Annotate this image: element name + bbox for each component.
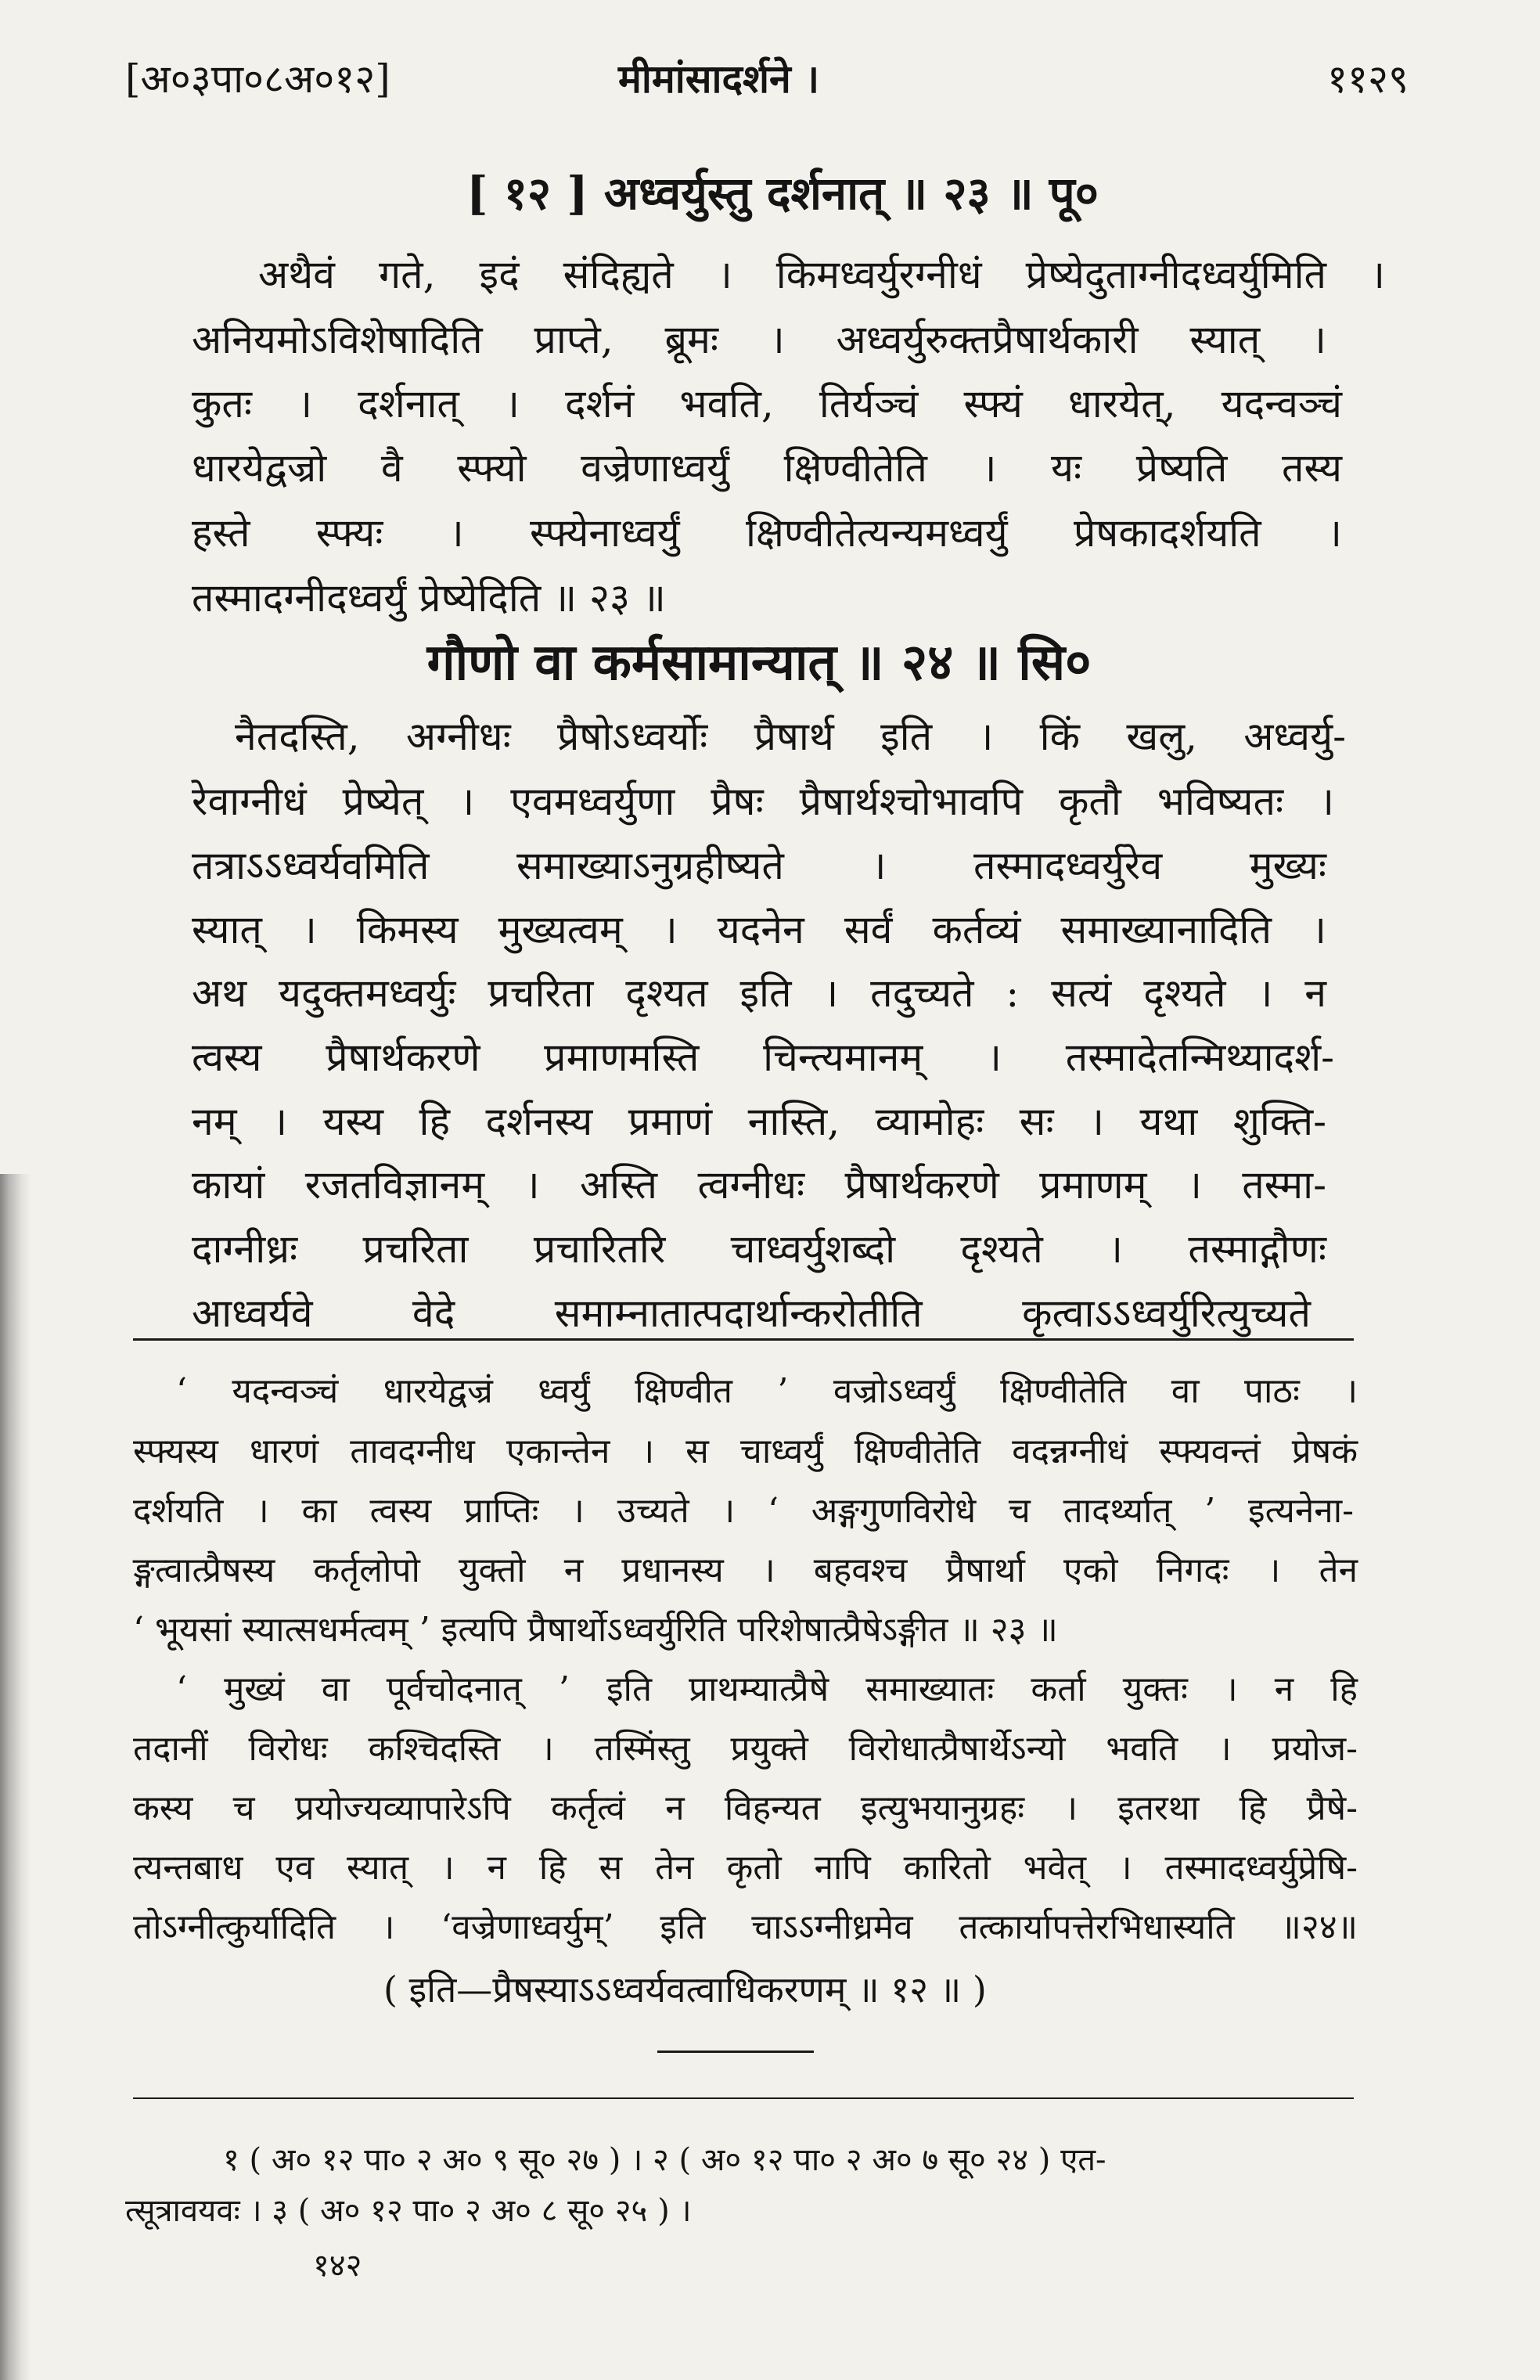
text-line: त्वस्य प्रैषार्थकरणे प्रमाणमस्ति चिन्त्यमानम् । तस्मादेतन्मिथ्यादर्श-	[192, 1035, 1334, 1080]
text-line: हस्ते स्फ्यः । स्फ्येनाध्वर्युं क्षिण्वीतेत्यन्यमध्वर्युं प्रेषकादर्शयति ।	[192, 510, 1342, 556]
commentary-line: तदानीं विरोधः कश्चिदस्ति । तस्मिंस्तु प्रयुक्ते विरोधात्प्रैषार्थेऽन्यो भवति । प्रयोज-	[133, 1729, 1358, 1769]
text-line: नम् । यस्य हि दर्शनस्य प्रमाणं नास्ति, व्यामोहः सः । यथा शुक्ति-	[192, 1099, 1326, 1144]
sutra-heading-24: गौणो वा कर्मसामान्यात् ॥ २४ ॥ सि०	[426, 633, 1092, 692]
text-line: स्यात् । किमस्य मुख्यत्वम् । यदनेन सर्वं कर्तव्यं समाख्यानादिति ।	[192, 907, 1326, 952]
running-title: मीमांसादर्शने ।	[618, 56, 820, 102]
text-line: कुतः । दर्शनात् । दर्शनं भवति, तिर्यञ्चं स्फ्यं धारयेत्, यदन्वञ्चं	[192, 381, 1342, 427]
page-number: ११२९	[1327, 56, 1409, 102]
commentary-line: ‘ यदन्वञ्चं धारयेद्वज्रं ध्वर्युं क्षिण्वीत ’ वज्रोऽध्वर्युं क्षिण्वीतेति वा पाठः ।	[176, 1371, 1358, 1411]
binding-shadow	[0, 1174, 31, 2380]
signature-mark: १४२	[313, 2248, 362, 2284]
page-header	[125, 35, 1409, 106]
adhikarana-closing: ( इति—प्रैषस्याऽऽध्वर्यवत्वाधिकरणम् ॥ १२ ॥ )	[383, 1968, 987, 2011]
text-line: दाग्नीध्रः प्रचरिता प्रचारितरि चाध्वर्युशब्दो दृश्यते । तस्माद्गौणः	[192, 1226, 1326, 1272]
commentary-line: दर्शयति । का त्वस्य प्राप्तिः । उच्यते । ‘ अङ्गगुणविरोधे च तादर्थ्यात् ’ इत्यनेना-	[133, 1491, 1354, 1531]
commentary-line: ‘ मुख्यं वा पूर्वचोदनात् ’ इति प्राथम्यात्प्रैषे समाख्यातः कर्ता युक्तः । न हि	[176, 1669, 1358, 1709]
footnote-line: त्सूत्रावयवः । ३ ( अ० १२ पा० २ अ० ८ सू० २५ ) ।	[125, 2193, 692, 2229]
commentary-line: ‘ भूयसां स्यात्सधर्मत्वम् ’ इत्यपि प्रैषार्थोऽध्वर्युरिति परिशेषात्प्रैषेऽङ्गीत ॥ २३ ॥	[133, 1610, 1058, 1650]
commentary-line: त्यन्तबाध एव स्यात् । न हि स तेन कृतो नापि कारितो भवेत् । तस्मादध्वर्युप्रेषि-	[133, 1848, 1358, 1888]
commentary-line: कस्य च प्रयोज्यव्यापारेऽपि कर्तृत्वं न विहन्यत इत्युभयानुग्रहः । इतरथा हि प्रैषे-	[133, 1788, 1358, 1828]
short-divider	[657, 2051, 814, 2053]
commentary-line: ङ्गत्वात्प्रैषस्य कर्तृलोपो युक्तो न प्रधानस्य । बहवश्च प्रैषार्था एको निगदः । तेन	[133, 1550, 1358, 1590]
text-line: तस्मादग्नीदध्वर्युं प्रेष्येदिति ॥ २३ ॥	[192, 575, 666, 621]
commentary-line: तोऽग्नीत्कुर्यादिति । ‘वज्रेणाध्वर्युम्’ इति चाऽऽग्नीध्रमेव तत्कार्यापत्तेरभिधास्यति ॥२४॥	[133, 1907, 1358, 1947]
text-line: रेवाग्नीधं प्रेष्येत् । एवमध्वर्युणा प्रैषः प्रैषार्थश्चोभावपि कृतौ भविष्यतः ।	[192, 779, 1334, 824]
footnote-divider	[133, 2097, 1354, 2099]
text-line: धारयेद्वज्रो वै स्फ्यो वज्रेणाध्वर्युं क्षिण्वीतेति । यः प्रेष्यति तस्य	[192, 445, 1342, 491]
text-line: आध्वर्यवे वेदे समाम्नातात्पदार्थान्करोतीति कृत्वाऽऽध्वर्युरित्युच्यते	[192, 1291, 1311, 1336]
text-line: कायां रजतविज्ञानम् । अस्ति त्वग्नीधः प्रैषार्थकरणे प्रमाणम् । तस्मा-	[192, 1162, 1326, 1208]
sutra-heading-23: [ १२ ] अध्वर्युस्तु दर्शनात् ॥ २३ ॥ पू०	[466, 167, 1099, 220]
text-line: अनियमोऽविशेषादिति प्राप्ते, ब्रूमः । अध्वर्युरुक्तप्रैषार्थकारी स्यात् ।	[192, 317, 1326, 362]
footnote-line: १ ( अ० १२ पा० २ अ० ९ सू० २७ ) । २ ( अ० १२ पा० २ अ० ७ सू० २४ ) एत-	[223, 2142, 1106, 2178]
text-line: अथैवं गते, इदं संदिह्यते । किमध्वर्युरग्नीधं प्रेष्येदुताग्नीदध्वर्युमिति ।	[258, 252, 1385, 297]
text-line: तत्राऽऽध्वर्यवमिति समाख्याऽनुग्रहीष्यते । तस्मादध्वर्युरेव मुख्यः	[192, 843, 1326, 888]
section-divider	[133, 1338, 1354, 1341]
commentary-line: स्फ्यस्य धारणं तावदग्नीध एकान्तेन । स चाध्वर्युं क्षिण्वीतेति वदन्नग्नीधं स्फ्यवन्तं प्रेषकं	[133, 1431, 1358, 1471]
text-line: अथ यदुक्तमध्वर्युः प्रचरिता दृश्यत इति । तदुच्यते : सत्यं दृश्यते । न	[192, 970, 1326, 1016]
text-line: नैतदस्ति, अग्नीधः प्रैषोऽध्वर्योः प्रैषार्थ इति । किं खलु, अध्वर्यु-	[235, 714, 1346, 759]
chapter-reference: [अ०३पा०८अ०१२]	[125, 56, 390, 102]
